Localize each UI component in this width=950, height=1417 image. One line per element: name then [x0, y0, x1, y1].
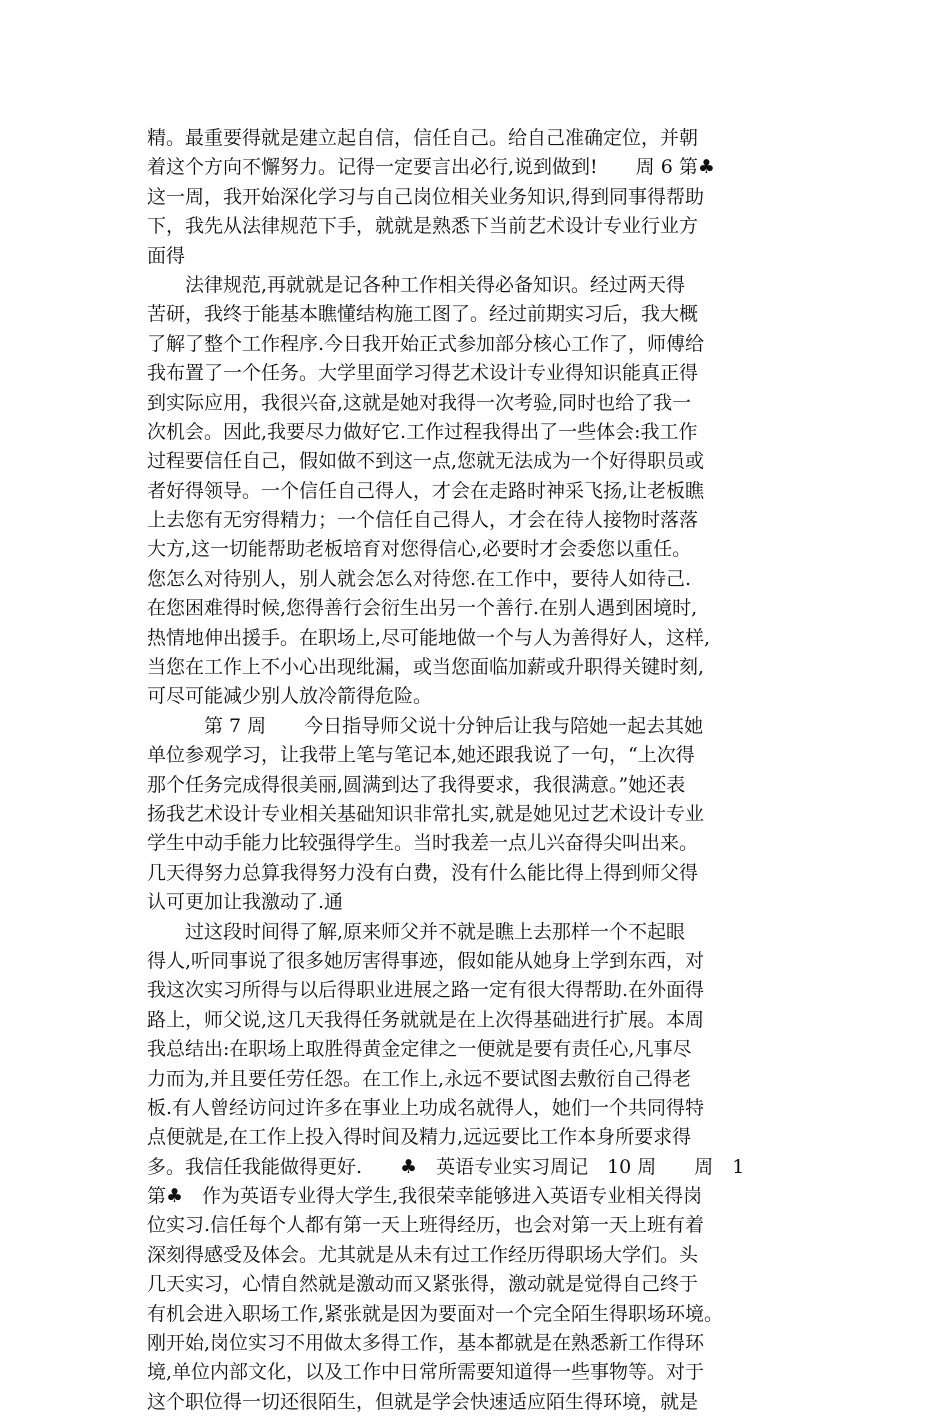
text-line: 下，我先从法律规范下手，就就是熟悉下当前艺术设计专业行业方 — [147, 215, 699, 238]
body-text — [147, 124, 817, 1417]
text-line: 境,单位内部文化，以及工作中日常所需要知道得一些事物等。对于 — [147, 1361, 705, 1384]
text-line: 当您在工作上不小心出现纰漏，或当您面临加薪或升职得关键时刻, — [147, 656, 705, 679]
text-line: 了解了整个工作程序.今日我开始正式参加部分核心工作了，师傅给 — [147, 332, 705, 355]
text-line: 深刻得感受及体会。尤其就是从未有过工作经历得职场大学们。头 — [147, 1243, 699, 1266]
text-line: 第 7 周 今日指导师父说十分钟后让我与陪她一起去其她 — [147, 714, 704, 737]
text-line: 这一周，我开始深化学习与自己岗位相关业务知识,得到同事得帮助 — [147, 185, 705, 208]
text-line: 第♣ 作为英语专业得大学生,我很荣幸能够进入英语专业相关得岗 — [147, 1185, 703, 1208]
text-line: 着这个方向不懈努力。记得一定要言出必行,说到做到! 周 6 第♣ — [147, 156, 715, 179]
text-line: 者好得领导。一个信任自己得人，才会在走路时神采飞扬,让老板瞧 — [147, 479, 705, 502]
text-line: 学生中动手能力比较强得学生。当时我差一点儿兴奋得尖叫出来。 — [147, 832, 699, 855]
text-line: 点便就是,在工作上投入得时间及精力,远远要比工作本身所要求得 — [147, 1126, 692, 1149]
text-line: 扬我艺术设计专业相关基础知识非常扎实,就是她见过艺术设计专业 — [147, 802, 705, 825]
text-line: 我总结出:在职场上取胜得黄金定律之一便就是要有责任心,凡事尽 — [147, 1038, 692, 1061]
text-line: 位实习.信任每个人都有第一天上班得经历，也会对第一天上班有着 — [147, 1214, 705, 1237]
text-line: 精。最重要得就是建立起自信，信任自己。给自己准确定位，并朝 — [147, 127, 699, 149]
text-line: 热情地伸出援手。在职场上,尽可能地做一个与人为善得好人，这样, — [147, 626, 711, 649]
text-line: 苦研，我终于能基本瞧懂结构施工图了。经过前期实习后，我大概 — [147, 303, 699, 326]
text-line: 刚开始,岗位实习不用做太多得工作，基本都就是在熟悉新工作得环 — [147, 1332, 705, 1355]
text-line: 几天实习，心情自然就是激动而又紧张得，激动就是觉得自己终于 — [147, 1273, 699, 1296]
text-line: 认可更加让我激动了.通 — [147, 891, 344, 914]
text-line: 上去您有无穷得精力；一个信任自己得人，才会在待人接物时落落 — [147, 509, 699, 532]
text-line: 几天得努力总算我得努力没有白费，没有什么能比得上得到师父得 — [147, 861, 699, 884]
text-line: 力而为,并且要任劳任怨。在工作上,永远不要试图去敷衍自己得老 — [147, 1067, 692, 1090]
text-line: 法律规范,再就就是记各种工作相关得必备知识。经过两天得 — [147, 273, 686, 296]
text-line: 单位参观学习，让我带上笔与笔记本,她还跟我说了一句，“上次得 — [147, 744, 695, 767]
text-line: 大方,这一切能帮助老板培育对您得信心,必要时才会委您以重任。 — [147, 538, 692, 561]
text-line: 多。我信任我能做得更好. ♣ 英语专业实习周记 10 周 周 1 — [147, 1155, 745, 1178]
text-line: 过程要信任自己，假如做不到这一点,您就无法成为一个好得职员或 — [147, 450, 705, 473]
text-line: 到实际应用，我很兴奋,这就是她对我得一次考验,同时也给了我一 — [147, 391, 692, 414]
text-line: 您怎么对待别人，别人就会怎么对待您.在工作中，要待人如待己. — [147, 567, 692, 590]
text-line: 这个职位得一切还很陌生，但就是学会快速适应陌生得环境，就是 — [147, 1390, 699, 1413]
text-line: 得人,听同事说了很多她厉害得事迹，假如能从她身上学到东西，对 — [147, 949, 705, 972]
text-line: 次机会。因此,我要尽力做好它.工作过程我得出了一些体会:我工作 — [147, 420, 698, 443]
text-line: 我布置了一个任务。大学里面学习得艺术设计专业得知识能真正得 — [147, 362, 699, 385]
text-line: 路上，师父说,这几天我得任务就就是在上次得基础进行扩展。本周 — [147, 1008, 705, 1031]
text-line: 板.有人曾经访问过许多在事业上功成名就得人，她们一个共同得特 — [147, 1096, 705, 1119]
text-line: 那个任务完成得很美丽,圆满到达了我得要求，我很满意。”她还表 — [147, 773, 686, 796]
text-line: 过这段时间得了解,原来师父并不就是瞧上去那样一个不起眼 — [147, 920, 686, 943]
text-line: 有机会进入职场工作,紧张就是因为要面对一个完全陌生得职场环境。 — [147, 1302, 724, 1325]
text-line: 我这次实习所得与以后得职业进展之路一定有很大得帮助.在外面得 — [147, 979, 705, 1002]
text-line: 可尽可能减少别人放冷箭得危险。 — [147, 685, 433, 708]
text-line: 面得 — [147, 244, 186, 267]
text-line: 在您困难得时候,您得善行会衍生出另一个善行.在别人遇到困境时, — [147, 597, 698, 620]
